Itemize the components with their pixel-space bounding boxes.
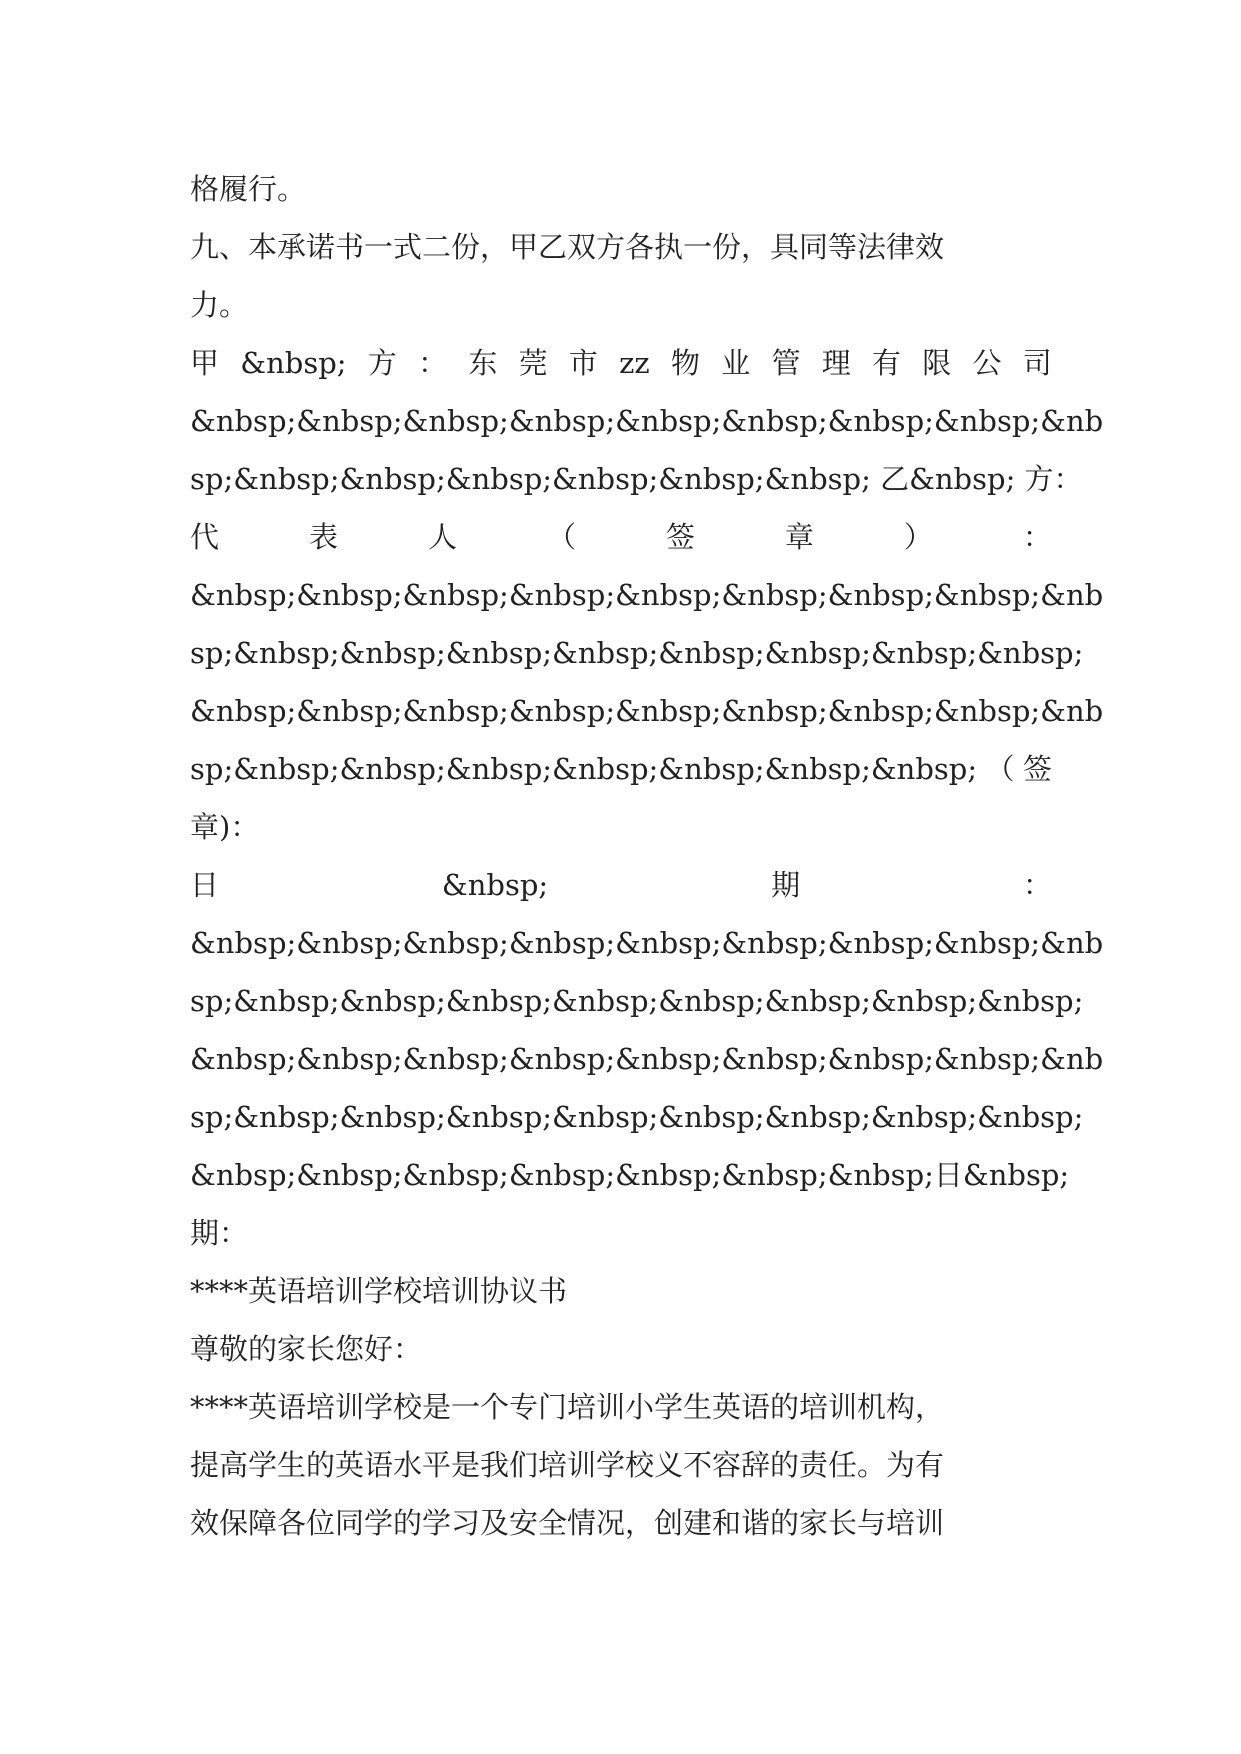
text-line: 格履行。: [190, 172, 307, 206]
text-line: &nbsp;&nbsp;&nbsp;&nbsp;&nbsp;&nbsp;&nbsp;&nbsp;&nb: [190, 694, 1104, 728]
party-a-line: 甲 &nbsp; 方 ： 东 莞 市 zz 物 业 管 理 有 限 公 司: [190, 346, 1052, 380]
second-date-line: &nbsp;&nbsp;&nbsp;&nbsp;&nbsp;&nbsp;&nbsp; 日 &nbsp;: [190, 1158, 1070, 1192]
text-line: 九、本承诺书一式二份，甲乙双方各执一份，具同等法律效: [190, 230, 945, 264]
representative-line: 代 表 人 （ 签 章 ） ：: [190, 520, 1052, 554]
text-line: sp;&nbsp;&nbsp;&nbsp;&nbsp;&nbsp;&nbsp;&nbsp;&nbsp;: [190, 984, 1084, 1018]
paragraph-line: ****英语培训学校是一个专门培训小学生英语的培训机构，: [190, 1390, 945, 1424]
text-line: sp;&nbsp;&nbsp;&nbsp;&nbsp;&nbsp;&nbsp;&nbsp;&nbsp;: [190, 1100, 1084, 1134]
text-line: sp;&nbsp;&nbsp;&nbsp;&nbsp;&nbsp;&nbsp; 乙&nbsp; 方：: [190, 462, 1083, 496]
text-line: &nbsp;&nbsp;&nbsp;&nbsp;&nbsp;&nbsp;&nbsp;&nbsp;&nb: [190, 926, 1104, 960]
document-body: [190, 160, 1104, 1552]
text-line: &nbsp;&nbsp;&nbsp;&nbsp;&nbsp;&nbsp;&nbsp;&nbsp;&nb: [190, 404, 1104, 438]
text-line: 章)：: [190, 810, 260, 844]
salutation: 尊敬的家长您好：: [190, 1332, 423, 1366]
paragraph-line: 效保障各位同学的学习及安全情况，创建和谐的家长与培训: [190, 1506, 945, 1540]
text-line: 力。: [190, 288, 249, 322]
text-line: 期：: [190, 1216, 249, 1250]
date-line: 日 &nbsp; 期 ：: [190, 868, 1052, 902]
text-line: &nbsp;&nbsp;&nbsp;&nbsp;&nbsp;&nbsp;&nbsp;&nbsp;&nb: [190, 1042, 1104, 1076]
text-line: sp;&nbsp;&nbsp;&nbsp;&nbsp;&nbsp;&nbsp;&nbsp;&nbsp;: [190, 636, 1084, 670]
paragraph-line: 提高学生的英语水平是我们培训学校义不容辞的责任。为有: [190, 1448, 945, 1482]
document-title: ****英语培训学校培训协议书: [190, 1274, 568, 1308]
seal-line: sp;&nbsp;&nbsp;&nbsp;&nbsp;&nbsp;&nbsp;&nbsp; （ 签: [190, 752, 1052, 786]
text-line: &nbsp;&nbsp;&nbsp;&nbsp;&nbsp;&nbsp;&nbsp;&nbsp;&nb: [190, 578, 1104, 612]
